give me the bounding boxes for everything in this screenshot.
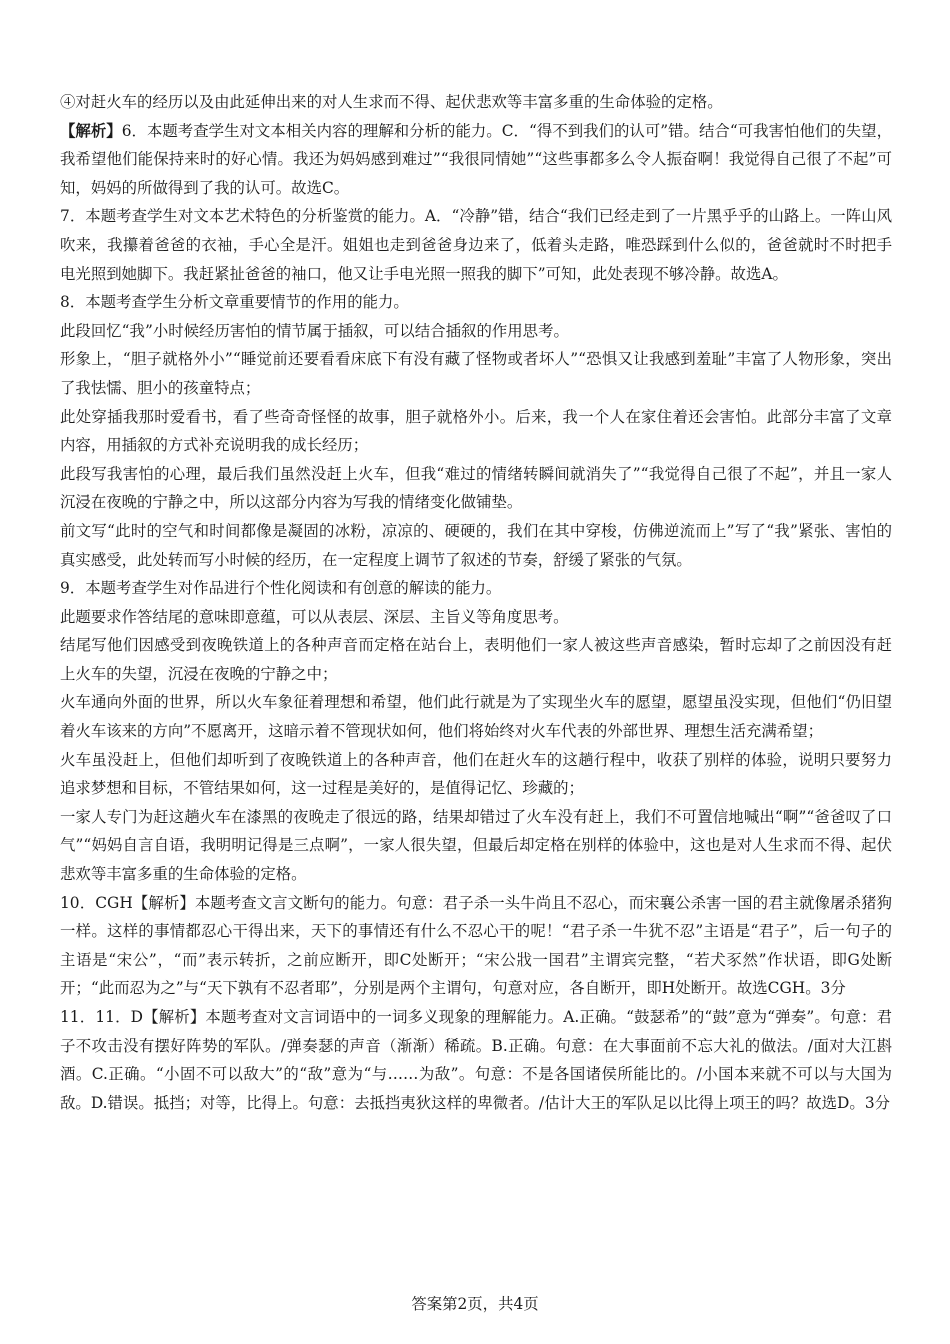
paragraph-14 [60, 746, 892, 803]
answer-document [60, 88, 892, 1117]
paragraph-text: 形象上，“胆子就格外小”“睡觉前还要看看床底下有没有藏了怪物或者坏人”“恐惧又让我感到羞耻”丰富了人物形象，突出了我怯懦、胆小的孩童特点； [60, 350, 892, 397]
paragraph-text: 6．本题考查学生对文本相关内容的理解和分析的能力。C．“得不到我们的认可”错。结合“可我害怕他们的失望，我希望他们能保持来时的好心情。我还为妈妈感到难过”“我很同情她”“这些事都多么令人振奋啊！我觉得自己很了不起”可知，妈妈的所做得到了我的认可。故选C。 [60, 121, 892, 197]
paragraph-text: 11．11．D【解析】本题考查对文言词语中的一词多义现象的理解能力。A.正确。“鼓瑟希”的“鼓”意为“弹奏”。句意：君子不攻击没有摆好阵势的军队。/弹奏瑟的声音（渐渐）稀疏。B.正确。句意：在大事面前不忘大礼的做法。/面对大江斟酒。C.正确。“小固不可以敌大”的“敌”意为“与……为敌”。句意：不是各国诸侯所能比的。/小国本来就不可以与大国为敌。D.错误。抵挡；对等，比得上。句意：去抵挡夷狄这样的卑微者。/估计大王的军队足以比得上项王的吗？故选D。3分 [60, 1008, 892, 1112]
paragraph-15 [60, 803, 892, 889]
paragraph-text: 此段写我害怕的心理，最后我们虽然没赶上火车，但我“难过的情绪转瞬间就消失了”“我觉得自己很了不起”，并且一家人沉浸在夜晚的宁静之中，所以这部分内容为写我的情绪变化做铺垫。 [60, 464, 892, 512]
paragraph-text: 7．本题考查学生对文本艺术特色的分析鉴赏的能力。A．“冷静”错，结合“我们已经走到了一片黑乎乎的山路上。一阵山风吹来，我攥着爸爸的衣袖，手心全是汗。姐姐也走到爸爸身边来了，低着头走路，唯恐踩到什么似的，爸爸就时不时把手电光照到她脚下。我赶紧扯爸爸的袖口，他又让手电光照一照我的脚下”可知，此处表现不够冷静。故选A。 [60, 207, 892, 283]
paragraph-7 [60, 403, 892, 460]
paragraph-1 [60, 88, 892, 117]
paragraph-text: 火车通向外面的世界，所以火车象征着理想和希望，他们此行就是为了实现坐火车的愿望，愿望虽没实现，但他们“仍旧望着火车该来的方向”不愿离开，这暗示着不管现状如何，他们将始终对火车代表的外部世界、理想生活充满希望； [60, 693, 892, 741]
paragraph-text: ④对赶火车的经历以及由此延伸出来的对人生求而不得、起伏悲欢等丰富多重的生命体验的定格。 [60, 93, 723, 111]
paragraph-text: 此题要求作答结尾的意味即意蕴，可以从表层、深层、主旨义等角度思考。 [60, 607, 569, 626]
paragraph-text: 8．本题考查学生分析文章重要情节的作用的能力。 [60, 293, 409, 312]
paragraph-12 [60, 631, 892, 688]
paragraph-5 [60, 317, 892, 346]
paragraph-3 [60, 202, 892, 288]
paragraph-8 [60, 460, 892, 517]
paragraph-9 [60, 517, 892, 574]
paragraph-2 [60, 117, 892, 203]
paragraph-13 [60, 688, 892, 745]
paragraph-text: 此处穿插我那时爱看书，看了些奇奇怪怪的故事，胆子就格外小。后来，我一个人在家住着还会害怕。此部分丰富了文章内容，用插叙的方式补充说明我的成长经历； [60, 407, 892, 455]
paragraph-6 [60, 345, 892, 402]
analysis-tag: 【解析】 [60, 121, 122, 140]
paragraph-text: 9．本题考查学生对作品进行个性化阅读和有创意的解读的能力。 [60, 579, 502, 598]
paragraph-text: 结尾写他们因感受到夜晚铁道上的各种声音而定格在站台上，表明他们一家人被这些声音感染，暂时忘却了之前因没有赶上火车的失望，沉浸在夜晚的宁静之中； [60, 636, 892, 683]
paragraph-16 [60, 889, 892, 1003]
paragraph-4 [60, 288, 892, 317]
paragraph-text: 前文写“此时的空气和时间都像是凝固的冰粉，凉凉的、硬硬的，我们在其中穿梭，仿佛逆流而上”写了“我”紧张、害怕的真实感受，此处转而写小时候的经历，在一定程度上调节了叙述的节奏，舒缓了紧张的气氛。 [60, 521, 892, 569]
paragraph-text: 10．CGH【解析】本题考查文言文断句的能力。句意：君子杀一头牛尚且不忍心，而宋襄公杀害一国的君主就像屠杀猪狗一样。这样的事情都忍心干得出来，天下的事情还有什么不忍心干的呢！“君子杀一牛犹不忍”主语是“君子”，后一句子的主语是“宋公”，“而”表示转折，之前应断开，即C处断开；“宋公戕一国君”主谓宾完整，“若犬豕然”作状语，即G处断开；“此而忍为之”与“天下孰有不忍者耶”，分别是两个主谓句，句意对应，各自断开，即H处断开。故选CGH。3分 [60, 893, 892, 998]
paragraph-11 [60, 603, 892, 632]
paragraph-10 [60, 574, 892, 603]
paragraph-text: 火车虽没赶上，但他们却听到了夜晚铁道上的各种声音，他们在赶火车的这趟行程中，收获了别样的体验，说明只要努力追求梦想和目标，不管结果如何，这一过程是美好的，是值得记忆、珍藏的； [60, 750, 892, 798]
paragraph-text: 一家人专门为赶这趟火车在漆黑的夜晚走了很远的路，结果却错过了火车没有赶上，我们不可置信地喊出“啊”“爸爸叹了口气”“妈妈自言自语，我明明记得是三点啊”，一家人很失望，但最后却定格在别样的体验中，这也是对人生求而不得、起伏悲欢等丰富多重的生命体验的定格。 [60, 807, 892, 884]
page-footer: 答案第2页，共4页 [411, 1295, 539, 1313]
paragraph-17 [60, 1003, 892, 1117]
paragraph-text: 此段回忆“我”小时候经历害怕的情节属于插叙，可以结合插叙的作用思考。 [60, 321, 569, 340]
